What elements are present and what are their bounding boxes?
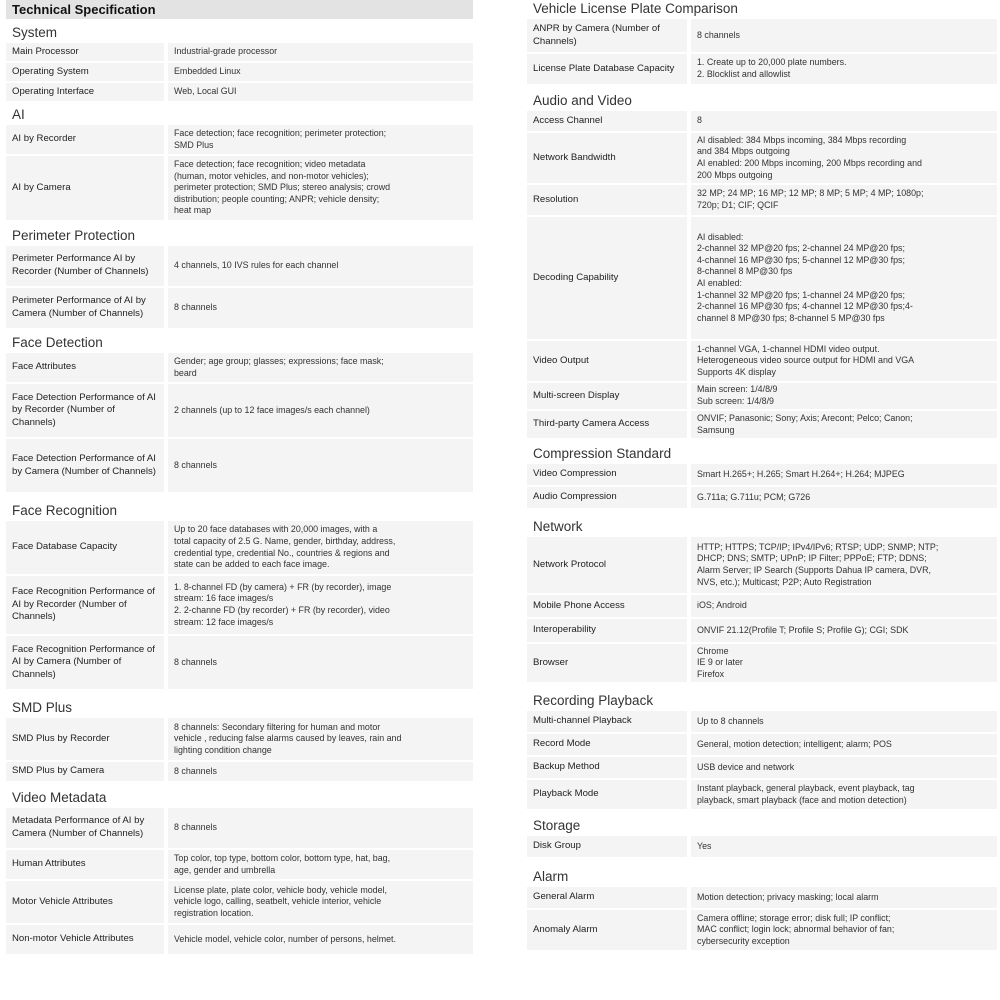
spec-row-network-protocol: [527, 537, 997, 593]
spec-label: Perimeter Performance of AI by Camera (Number of Channels): [6, 288, 164, 328]
spec-value: [168, 808, 473, 848]
spec-value-line: vehicle , reducing false alarms caused by leaves, rain and: [174, 733, 402, 744]
spec-row-license-plate-database-capacity: [527, 54, 997, 84]
spec-row-anomaly-alarm: [527, 910, 997, 950]
section-heading-alarm: Alarm: [533, 869, 569, 884]
spec-label: License Plate Database Capacity: [527, 54, 687, 84]
spec-label: SMD Plus by Recorder: [6, 718, 164, 760]
section-heading-video-metadata: Video Metadata: [12, 790, 107, 805]
spec-row-browser: [527, 644, 997, 682]
spec-row-ai-by-recorder: [6, 125, 473, 154]
spec-label: Face Database Capacity: [6, 521, 164, 574]
spec-row-interoperability: [527, 619, 997, 642]
spec-label: Operating System: [6, 63, 164, 81]
spec-value: [691, 19, 997, 52]
spec-row-operating-interface: [6, 83, 473, 101]
spec-value: [691, 111, 997, 131]
spec-value: [168, 246, 473, 286]
spec-value: [691, 619, 997, 642]
spec-value-line: ONVIF 21.12(Profile T; Profile S; Profile G); CGI; SDK: [697, 624, 909, 635]
spec-label: Disk Group: [527, 836, 687, 857]
section-heading-vehicle-license-plate-comparison: Vehicle License Plate Comparison: [533, 1, 738, 16]
spec-value-line: channel 8 MP@30 fps; 8-channel 5 MP@30 fps: [697, 312, 885, 323]
spec-label: Video Output: [527, 341, 687, 381]
spec-value-line: total capacity of 2.5 G. Name, gender, birthday, address,: [174, 535, 396, 546]
spec-label: Motor Vehicle Attributes: [6, 881, 164, 923]
spec-value-line: 8 channels: [174, 656, 217, 667]
spec-value: [168, 384, 473, 437]
spec-row-metadata-performance-of-ai-by-camera-number-of-channels: [6, 808, 473, 848]
spec-value-line: 2. Blocklist and allowlist: [697, 69, 791, 79]
section-heading-system: System: [12, 25, 58, 40]
spec-value-line: 8 channels: Secondary filtering for human and motor: [174, 721, 381, 732]
spec-value-line: cybersecurity exception: [697, 935, 790, 946]
spec-value: [168, 925, 473, 954]
spec-value-line: playback, smart playback (face and motion detection): [697, 794, 907, 805]
spec-value: [168, 63, 473, 81]
spec-value: [168, 576, 473, 634]
spec-value: [168, 762, 473, 781]
spec-row-anpr-by-camera-number-of-channels: [527, 19, 997, 52]
spec-value: [168, 636, 473, 689]
spec-label: Record Mode: [527, 734, 687, 755]
spec-value-line: 8-channel 8 MP@30 fps: [697, 266, 793, 277]
spec-value: [691, 217, 997, 339]
spec-label: Backup Method: [527, 757, 687, 778]
spec-value: [168, 43, 473, 61]
spec-value-line: Vehicle model, vehicle color, number of persons, helmet.: [174, 933, 396, 944]
spec-value: [691, 757, 997, 778]
spec-value-line: License plate, plate color, vehicle body, vehicle model,: [174, 884, 387, 895]
spec-value: [168, 125, 473, 154]
spec-label: Face Recognition Performance of AI by Camera (Number of Channels): [6, 636, 164, 689]
spec-value: [691, 780, 997, 809]
spec-value-line: perimeter protection; SMD Plus; stereo analysis; crowd: [174, 182, 391, 193]
spec-value-line: DHCP; DNS; SMTP; UPnP; IP Filter; PPPoE; FTP; DDNS;: [697, 553, 927, 564]
spec-label: Multi-channel Playback: [527, 711, 687, 732]
spec-value-line: Firefox: [697, 668, 725, 679]
spec-label: Human Attributes: [6, 850, 164, 879]
spec-value-line: Chrome: [697, 645, 729, 656]
spec-row-multi-screen-display: [527, 383, 997, 409]
spec-value-line: Motion detection; privacy masking; local alarm: [697, 891, 879, 902]
spec-value-line: 2. 2-channe FD (by recorder) + FR (by recorder), video: [174, 605, 390, 615]
spec-value: [168, 439, 473, 492]
spec-value-line: Top color, top type, bottom color, bottom type, hat, bag,: [174, 852, 391, 863]
spec-value-line: and 384 Mbps outgoing: [697, 146, 790, 157]
spec-value-line: Supports 4K display: [697, 366, 776, 377]
spec-value-line: 2-channel 32 MP@20 fps; 2-channel 24 MP@20 fps;: [697, 243, 905, 254]
spec-value-line: Industrial-grade processor: [174, 46, 278, 57]
spec-row-face-attributes: [6, 353, 473, 382]
spec-value-line: AI disabled: 384 Mbps incoming, 384 Mbps recording: [697, 134, 907, 145]
spec-label: Metadata Performance of AI by Camera (Number of Channels): [6, 808, 164, 848]
spec-value-line: NVS, etc.); Multicast; P2P; Auto Registration: [697, 576, 872, 587]
spec-value-line: ONVIF; Panasonic; Sony; Axis; Arecont; Pelco; Canon;: [697, 412, 913, 423]
spec-row-face-recognition-performance-of-ai-by-camera-number-of-channels: [6, 636, 473, 689]
spec-label: Face Attributes: [6, 353, 164, 382]
spec-row-general-alarm: [527, 887, 997, 908]
spec-value-line: Web, Local GUI: [174, 86, 237, 97]
spec-row-record-mode: [527, 734, 997, 755]
spec-value: [691, 464, 997, 485]
spec-value: [691, 133, 997, 183]
spec-value-line: stream: 12 face images/s: [174, 616, 274, 627]
spec-row-video-compression: [527, 464, 997, 485]
spec-label: Face Detection Performance of AI by Recorder (Number of Channels): [6, 384, 164, 437]
spec-value-line: 1-channel 32 MP@20 fps; 1-channel 24 MP@20 fps;: [697, 289, 905, 300]
spec-label: Anomaly Alarm: [527, 910, 687, 950]
spec-value-line: Sub screen: 1/4/8/9: [697, 396, 774, 406]
spec-label: Non-motor Vehicle Attributes: [6, 925, 164, 954]
spec-value: [691, 185, 997, 215]
spec-row-ai-by-camera: [6, 156, 473, 220]
spec-label: Network Protocol: [527, 537, 687, 593]
section-heading-face-detection: Face Detection: [12, 335, 103, 350]
spec-value: [168, 156, 473, 220]
spec-row-decoding-capability: [527, 217, 997, 339]
spec-value-line: Gender; age group; glasses; expressions; face mask;: [174, 355, 384, 366]
spec-row-face-database-capacity: [6, 521, 473, 574]
spec-row-face-detection-performance-of-ai-by-camera-number-of-channels: [6, 439, 473, 492]
spec-value-line: Face detection; face recognition; perimeter protection;: [174, 127, 387, 138]
spec-value-line: Main screen: 1/4/8/9: [697, 384, 778, 395]
spec-value-line: 32 MP; 24 MP; 16 MP; 12 MP; 8 MP; 5 MP; 4 MP; 1080p;: [697, 188, 924, 199]
spec-value-line: 8 channels: [174, 459, 217, 470]
right-column: [527, 0, 997, 952]
section-heading-compression-standard: Compression Standard: [533, 446, 672, 461]
spec-value: [691, 887, 997, 908]
spec-value-line: G.711a; G.711u; PCM; G726: [697, 491, 811, 502]
spec-label: SMD Plus by Camera: [6, 762, 164, 781]
spec-row-third-party-camera-access: [527, 411, 997, 438]
spec-value-line: 4-channel 16 MP@30 fps; 5-channel 12 MP@30 fps;: [697, 254, 905, 265]
spec-value-line: 200 Mbps outgoing: [697, 169, 773, 180]
spec-value: [691, 910, 997, 950]
spec-row-resolution: [527, 185, 997, 215]
spec-value-line: AI enabled:: [697, 278, 742, 288]
left-column: [6, 0, 473, 956]
spec-value-line: AI enabled: 200 Mbps incoming, 200 Mbps recording and: [697, 158, 922, 168]
section-heading-recording-playback: Recording Playback: [533, 693, 654, 708]
spec-label: Face Detection Performance of AI by Camera (Number of Channels): [6, 439, 164, 492]
spec-row-perimeter-performance-ai-by-recorder-number-of-channels: [6, 246, 473, 286]
spec-value: [168, 850, 473, 879]
spec-row-video-output: [527, 341, 997, 381]
spec-value-line: Camera offline; storage error; disk full; IP conflict;: [697, 912, 891, 923]
spec-row-smd-plus-by-camera: [6, 762, 473, 781]
spec-value-line: credential type, credential No., countries & regions and: [174, 547, 390, 558]
section-heading-audio-and-video: Audio and Video: [533, 93, 632, 108]
spec-value-line: 1-channel VGA, 1-channel HDMI video output.: [697, 343, 880, 354]
spec-label: Resolution: [527, 185, 687, 215]
spec-label: Perimeter Performance AI by Recorder (Number of Channels): [6, 246, 164, 286]
spec-row-main-processor: [6, 43, 473, 61]
spec-row-audio-compression: [527, 487, 997, 508]
spec-label: Mobile Phone Access: [527, 595, 687, 617]
spec-value: [691, 734, 997, 755]
spec-value-line: iOS; Android: [697, 600, 747, 611]
spec-row-operating-system: [6, 63, 473, 81]
spec-value-line: 8 channels: [174, 302, 217, 313]
spec-label: Interoperability: [527, 619, 687, 642]
spec-row-face-recognition-performance-of-ai-by-recorder-number-of-channels: [6, 576, 473, 634]
spec-label: AI by Recorder: [6, 125, 164, 154]
spec-row-smd-plus-by-recorder: [6, 718, 473, 760]
spec-value-line: Heterogeneous video source output for HDMI and VGA: [697, 355, 915, 366]
spec-value-line: lighting condition change: [174, 744, 272, 755]
spec-row-face-detection-performance-of-ai-by-recorder-number-of-channels: [6, 384, 473, 437]
spec-value-line: IE 9 or later: [697, 657, 743, 668]
spec-value-line: vehicle logo, calling, seatbelt, vehicle interior, vehicle: [174, 896, 382, 907]
spec-value-line: 8: [697, 115, 702, 126]
spec-label: Multi-screen Display: [527, 383, 687, 409]
spec-value: [168, 288, 473, 328]
spec-value-line: Alarm Server; IP Search (Supports Dahua IP camera, DVR,: [697, 565, 931, 575]
spec-value-line: heat map: [174, 205, 212, 216]
spec-value: [168, 353, 473, 382]
spec-label: Face Recognition Performance of AI by Recorder (Number of Channels): [6, 576, 164, 634]
spec-label: AI by Camera: [6, 156, 164, 220]
spec-value-line: distribution; people counting; ANPR; vehicle density;: [174, 193, 380, 204]
spec-label: Network Bandwidth: [527, 133, 687, 183]
spec-row-playback-mode: [527, 780, 997, 809]
spec-value-line: (human, motor vehicles, and non-motor vehicles);: [174, 170, 369, 181]
spec-row-non-motor-vehicle-attributes: [6, 925, 473, 954]
spec-row-human-attributes: [6, 850, 473, 879]
spec-value-line: Embedded Linux: [174, 66, 241, 77]
spec-value: [691, 836, 997, 857]
spec-label: Decoding Capability: [527, 217, 687, 339]
section-heading-network: Network: [533, 519, 583, 534]
spec-label: Audio Compression: [527, 487, 687, 508]
spec-row-backup-method: [527, 757, 997, 778]
spec-value-line: AI disabled:: [697, 231, 744, 242]
spec-value-line: 8 channels: [697, 29, 740, 40]
spec-value: [691, 383, 997, 409]
spec-value-line: 2 channels (up to 12 face images/s each channel): [174, 404, 370, 415]
spec-value-line: HTTP; HTTPS; TCP/IP; IPv4/IPv6; RTSP; UDP; SNMP; NTP;: [697, 541, 939, 552]
spec-value-line: Instant playback, general playback, event playback, tag: [697, 782, 915, 793]
spec-value: [691, 644, 997, 682]
spec-value-line: 2-channel 16 MP@30 fps; 4-channel 12 MP@30 fps;4-: [697, 301, 913, 312]
spec-label: Operating Interface: [6, 83, 164, 101]
spec-value-line: Yes: [697, 840, 712, 851]
spec-label: ANPR by Camera (Number of Channels): [527, 19, 687, 52]
spec-value-line: 8 channels: [174, 765, 217, 776]
section-heading-storage: Storage: [533, 818, 581, 833]
spec-value-line: Face detection; face recognition; video metadata: [174, 159, 366, 170]
spec-value: [168, 83, 473, 101]
spec-value-line: Smart H.265+; H.265; Smart H.264+; H.264; MJPEG: [697, 468, 905, 479]
spec-row-disk-group: [527, 836, 997, 857]
spec-value: [691, 54, 997, 84]
spec-label: Browser: [527, 644, 687, 682]
spec-row-multi-channel-playback: [527, 711, 997, 732]
spec-value-line: Up to 8 channels: [697, 715, 764, 726]
spec-value: [168, 718, 473, 760]
spec-label: Playback Mode: [527, 780, 687, 809]
spec-value-line: General, motion detection; intelligent; alarm; POS: [697, 738, 892, 749]
spec-label: Third-party Camera Access: [527, 411, 687, 438]
spec-value-line: 1. Create up to 20,000 plate numbers.: [697, 57, 847, 68]
spec-label: Video Compression: [527, 464, 687, 485]
section-heading-smd-plus: SMD Plus: [12, 700, 73, 715]
spec-value-line: 1. 8-channel FD (by camera) + FR (by recorder), image: [174, 581, 392, 592]
spec-value: [168, 881, 473, 923]
spec-row-access-channel: [527, 111, 997, 131]
spec-row-network-bandwidth: [527, 133, 997, 183]
section-heading-face-recognition: Face Recognition: [12, 503, 118, 518]
spec-value-line: SMD Plus: [174, 139, 214, 150]
section-heading-ai: AI: [12, 107, 25, 122]
spec-label: General Alarm: [527, 887, 687, 908]
spec-row-mobile-phone-access: [527, 595, 997, 617]
spec-value: [691, 487, 997, 508]
spec-value: [691, 341, 997, 381]
spec-value: [691, 537, 997, 593]
spec-value: [691, 595, 997, 617]
spec-value-line: Samsung: [697, 424, 735, 435]
spec-value-line: registration location.: [174, 907, 254, 918]
spec-value: [168, 521, 473, 574]
spec-value-line: Up to 20 face databases with 20,000 images, with a: [174, 524, 378, 535]
section-heading-perimeter-protection: Perimeter Protection: [12, 228, 136, 243]
spec-value: [691, 711, 997, 732]
spec-title: Technical Specification: [6, 0, 473, 19]
spec-value-line: state can be added to each face image.: [174, 559, 330, 570]
spec-value-line: 8 channels: [174, 822, 217, 833]
spec-value-line: 720p; D1; CIF; QCIF: [697, 200, 779, 210]
spec-value-line: stream: 16 face images/s: [174, 593, 274, 604]
spec-value-line: MAC conflict; login lock; abnormal behavior of fan;: [697, 924, 895, 935]
spec-value: [691, 411, 997, 438]
spec-row-motor-vehicle-attributes: [6, 881, 473, 923]
spec-value-line: age, gender and umbrella: [174, 864, 276, 875]
spec-value-line: USB device and network: [697, 761, 795, 772]
spec-value-line: 4 channels, 10 IVS rules for each channel: [174, 260, 339, 271]
spec-label: Main Processor: [6, 43, 164, 61]
spec-row-perimeter-performance-of-ai-by-camera-number-of-channels: [6, 288, 473, 328]
spec-value-line: beard: [174, 367, 197, 378]
spec-label: Access Channel: [527, 111, 687, 131]
